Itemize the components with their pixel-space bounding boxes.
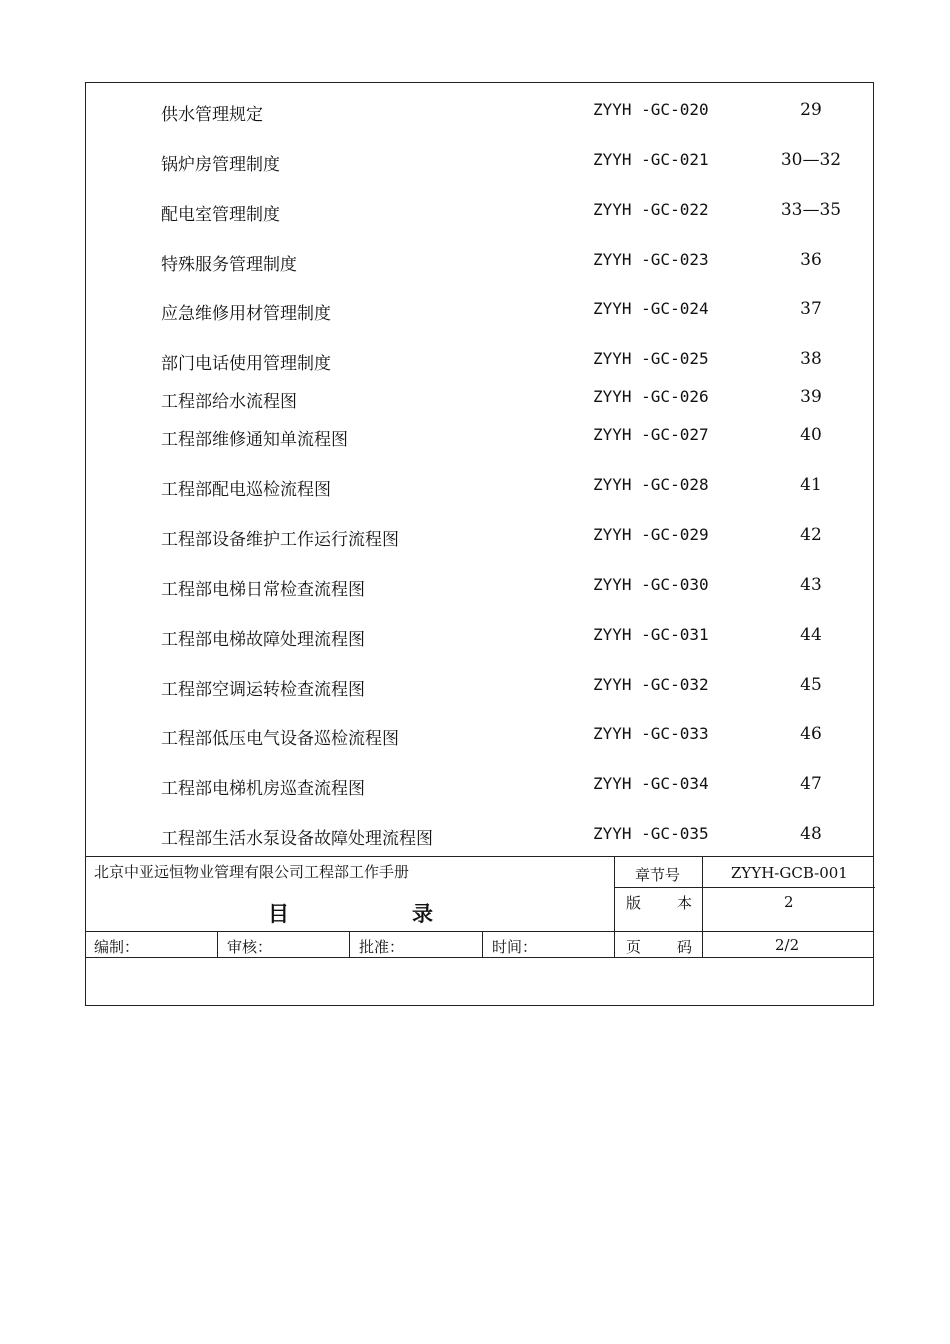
toc-row xyxy=(86,621,873,651)
toc-page: 44 xyxy=(800,625,822,645)
page-value: 2/2 xyxy=(775,936,800,954)
toc-page: 33—35 xyxy=(780,200,842,220)
toc-page: 42 xyxy=(800,525,822,545)
toc-title: 工程部设备维护工作运行流程图 xyxy=(161,530,399,550)
toc-code: ZYYH -GC-030 xyxy=(593,575,709,594)
toc-code: ZYYH -GC-028 xyxy=(593,475,709,494)
toc-code: ZYYH -GC-027 xyxy=(593,425,709,444)
footer-divider xyxy=(482,931,483,957)
toc-row xyxy=(86,246,873,276)
footer-divider xyxy=(349,931,350,957)
toc-title: 配电室管理制度 xyxy=(161,205,280,225)
toc-row xyxy=(86,295,873,325)
toc-page: 46 xyxy=(800,724,822,744)
toc-title: 工程部维修通知单流程图 xyxy=(161,430,348,450)
toc-row xyxy=(86,96,873,126)
toc-code: ZYYH -GC-025 xyxy=(593,349,709,368)
version-label: 版 xyxy=(626,894,642,912)
toc-row xyxy=(86,820,873,850)
toc-page: 41 xyxy=(800,475,822,495)
reviewer-label: 审核： xyxy=(227,938,273,956)
toc-code: ZYYH -GC-034 xyxy=(593,774,709,793)
toc-title: 锅炉房管理制度 xyxy=(161,155,280,175)
toc-page: 43 xyxy=(800,575,822,595)
toc-page: 29 xyxy=(800,100,822,120)
toc-page: 45 xyxy=(800,675,822,695)
section-title-char: 录 xyxy=(412,902,433,926)
toc-page: 37 xyxy=(800,299,822,319)
toc-page: 47 xyxy=(800,774,822,794)
footer-inner-rule xyxy=(614,887,875,888)
document-frame xyxy=(85,82,874,1006)
toc-row xyxy=(86,770,873,800)
toc-row xyxy=(86,421,873,451)
toc-title: 工程部生活水泵设备故障处理流程图 xyxy=(161,829,433,849)
toc-row xyxy=(86,345,873,375)
toc-code: ZYYH -GC-023 xyxy=(593,250,709,269)
toc-code: ZYYH -GC-021 xyxy=(593,150,709,169)
toc-row xyxy=(86,471,873,501)
section-title-char: 目 xyxy=(268,902,289,926)
toc-title: 工程部空调运转检查流程图 xyxy=(161,680,365,700)
approver-label: 批准： xyxy=(359,938,405,956)
toc-code: ZYYH -GC-026 xyxy=(593,387,709,406)
toc-row xyxy=(86,720,873,750)
toc-code: ZYYH -GC-024 xyxy=(593,299,709,318)
page-label: 码 xyxy=(677,938,693,956)
footer-top-rule xyxy=(86,856,873,857)
toc-page: 36 xyxy=(800,250,822,270)
time-label: 时间： xyxy=(492,938,538,956)
toc-page: 48 xyxy=(800,824,822,844)
footer-divider xyxy=(217,931,218,957)
toc-row xyxy=(86,196,873,226)
toc-title: 工程部电梯机房巡查流程图 xyxy=(161,779,365,799)
chapter-label: 章节号 xyxy=(635,866,681,884)
toc-row xyxy=(86,146,873,176)
footer-bottom-rule xyxy=(86,957,873,958)
toc-row xyxy=(86,671,873,701)
footer-divider xyxy=(614,856,615,957)
version-value: 2 xyxy=(784,893,794,911)
toc-page: 30—32 xyxy=(780,150,842,170)
toc-row xyxy=(86,521,873,551)
toc-title: 工程部给水流程图 xyxy=(161,392,297,412)
toc-row xyxy=(86,571,873,601)
company-manual-name: 北京中亚远恒物业管理有限公司工程部工作手册 xyxy=(94,863,410,881)
toc-code: ZYYH -GC-032 xyxy=(593,675,709,694)
toc-title: 应急维修用材管理制度 xyxy=(161,304,331,324)
editor-label: 编制： xyxy=(94,938,140,956)
toc-page: 38 xyxy=(800,349,822,369)
toc-title: 工程部配电巡检流程图 xyxy=(161,480,331,500)
toc-page: 40 xyxy=(800,425,822,445)
toc-code: ZYYH -GC-020 xyxy=(593,100,709,119)
toc-code: ZYYH -GC-022 xyxy=(593,200,709,219)
page-label: 页 xyxy=(626,938,642,956)
footer-mid-rule xyxy=(86,931,873,932)
toc-code: ZYYH -GC-031 xyxy=(593,625,709,644)
version-label: 本 xyxy=(677,894,693,912)
toc-title: 供水管理规定 xyxy=(161,105,263,125)
toc-page: 39 xyxy=(800,387,822,407)
footer-divider xyxy=(702,856,703,957)
toc-title: 工程部低压电气设备巡检流程图 xyxy=(161,729,399,749)
toc-title: 部门电话使用管理制度 xyxy=(161,354,331,374)
toc-title: 工程部电梯故障处理流程图 xyxy=(161,630,365,650)
toc-title: 特殊服务管理制度 xyxy=(161,255,297,275)
toc-code: ZYYH -GC-029 xyxy=(593,525,709,544)
toc-title: 工程部电梯日常检查流程图 xyxy=(161,580,365,600)
toc-code: ZYYH -GC-033 xyxy=(593,724,709,743)
toc-row xyxy=(86,383,873,413)
chapter-value: ZYYH-GCB-001 xyxy=(731,864,848,882)
toc-code: ZYYH -GC-035 xyxy=(593,824,709,843)
